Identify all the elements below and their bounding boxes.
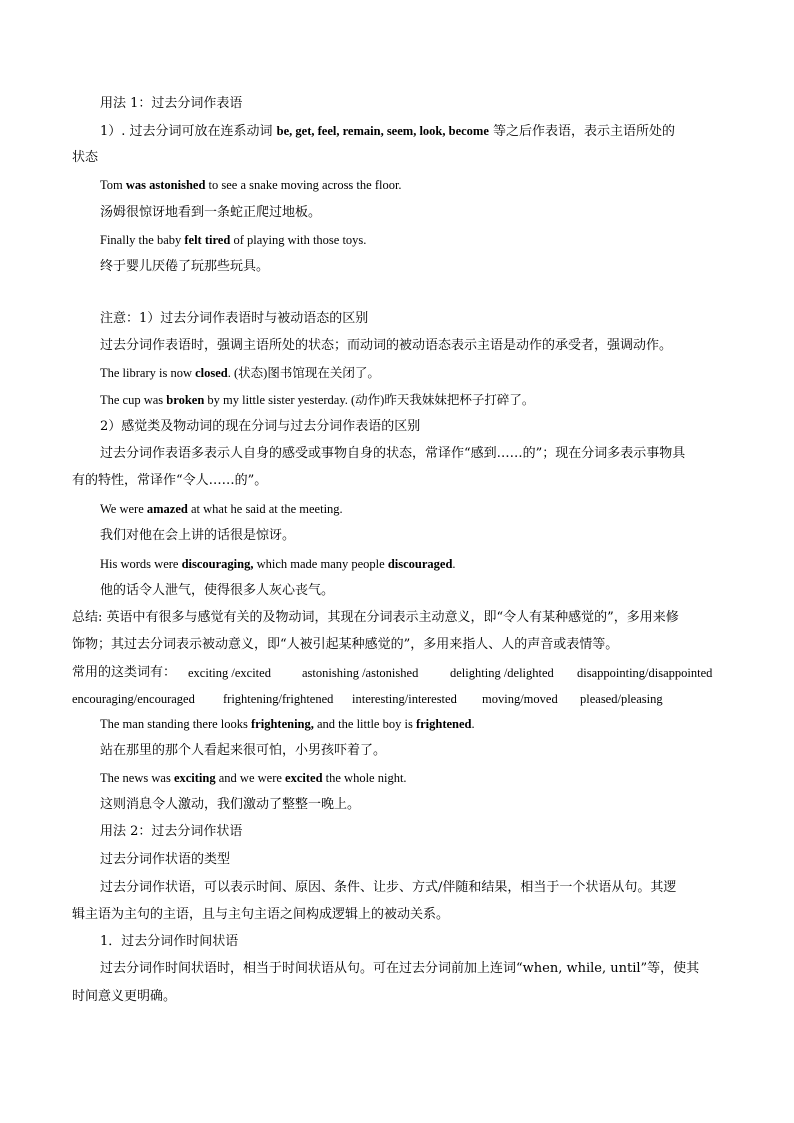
example-translation: 我们对他在会上讲的话很是惊讶。 bbox=[100, 528, 296, 543]
word-pair: delighting /delighted bbox=[450, 666, 554, 680]
example-translation: 站在那里的那个人看起来很可怕，小男孩吓着了。 bbox=[100, 743, 387, 758]
note-sub-paragraph-cont: 有的特性，常译作“令人……的”。 bbox=[72, 473, 268, 488]
usage2-section-paragraph-cont: 时间意义更明确。 bbox=[72, 989, 177, 1004]
example-translation: 汤姆很惊讶地看到一条蛇正爬过地板。 bbox=[100, 205, 322, 220]
example-sentence: The library is now closed. (状态)图书馆现在关闭了。 bbox=[100, 366, 380, 380]
usage2-section-paragraph: 过去分词作时间状语时，相当于时间状语从句。可在过去分词前加上连词“when, while, until”等，使其 bbox=[100, 961, 700, 976]
summary-line: 总结: 英语中有很多与感觉有关的及物动词，其现在分词表示主动意义，即“令人有某种感觉的”，多用来修 bbox=[72, 610, 679, 625]
word-pair: astonishing /astonished bbox=[302, 666, 419, 680]
summary-line: 饰物；其过去分词表示被动意义，即“人被引起某种感觉的”，多用来指人、人的声音或表情等。 bbox=[72, 637, 619, 652]
example-translation: 终于婴儿厌倦了玩那些玩具。 bbox=[100, 259, 270, 274]
word-pair: disappointing/disappointed bbox=[577, 666, 713, 680]
usage1-paragraph: 1）. 过去分词可放在连系动词 be, get, feel, remain, seem, look, become 等之后作表语，表示主语所处的 bbox=[100, 124, 676, 139]
example-sentence: The man standing there looks frightening, and the little boy is frightened. bbox=[100, 717, 475, 731]
example-sentence: Tom was astonished to see a snake moving across the floor. bbox=[100, 178, 402, 192]
example-sentence: Finally the baby felt tired of playing with those toys. bbox=[100, 233, 367, 247]
note-sub-paragraph: 过去分词作表语多表示人自身的感受或事物自身的状态，常译作“感到……的”；现在分词多表示事物具 bbox=[100, 446, 686, 461]
common-words-row bbox=[72, 664, 732, 682]
word-pair: encouraging/encouraged bbox=[72, 692, 195, 706]
example-sentence: We were amazed at what he said at the meeting. bbox=[100, 502, 343, 516]
word-pair: exciting /excited bbox=[188, 666, 271, 680]
example-sentence: The cup was broken by my little sister yesterday. (动作)昨天我妹妹把杯子打碎了。 bbox=[100, 393, 535, 407]
word-pair: frightening/frightened bbox=[223, 692, 334, 706]
word-pair: pleased/pleasing bbox=[580, 692, 663, 706]
common-words-row bbox=[72, 690, 732, 708]
example-sentence: The news was exciting and we were excited the whole night. bbox=[100, 771, 407, 785]
usage1-paragraph-cont: 状态 bbox=[72, 150, 99, 165]
example-translation: 他的话令人泄气，使得很多人灰心丧气。 bbox=[100, 583, 335, 598]
usage2-section-title: 1．过去分词作时间状语 bbox=[100, 934, 239, 949]
usage1-title: 用法 1：过去分词作表语 bbox=[100, 96, 243, 111]
note-paragraph: 过去分词作表语时，强调主语所处的状态；而动词的被动语态表示主语是动作的承受者，强调动作。 bbox=[100, 338, 673, 353]
example-translation: 这则消息令人激动，我们激动了整整一晚上。 bbox=[100, 797, 361, 812]
usage2-paragraph: 过去分词作状语，可以表示时间、原因、条件、让步、方式/伴随和结果，相当于一个状语从句。其逻 bbox=[100, 880, 677, 895]
usage2-types-title: 过去分词作状语的类型 bbox=[100, 852, 231, 867]
usage2-title: 用法 2：过去分词作状语 bbox=[100, 824, 243, 839]
common-words-label: 常用的这类词有： bbox=[72, 665, 177, 680]
note-subtitle: 2）感觉类及物动词的现在分词与过去分词作表语的区别 bbox=[100, 419, 421, 434]
note-title: 注意：1）过去分词作表语时与被动语态的区别 bbox=[100, 311, 369, 326]
example-sentence: His words were discouraging, which made many people discouraged. bbox=[100, 557, 456, 571]
word-pair: moving/moved bbox=[482, 692, 558, 706]
usage2-paragraph-cont: 辑主语为主句的主语，且与主句主语之间构成逻辑上的被动关系。 bbox=[72, 907, 450, 922]
word-pair: interesting/interested bbox=[352, 692, 457, 706]
